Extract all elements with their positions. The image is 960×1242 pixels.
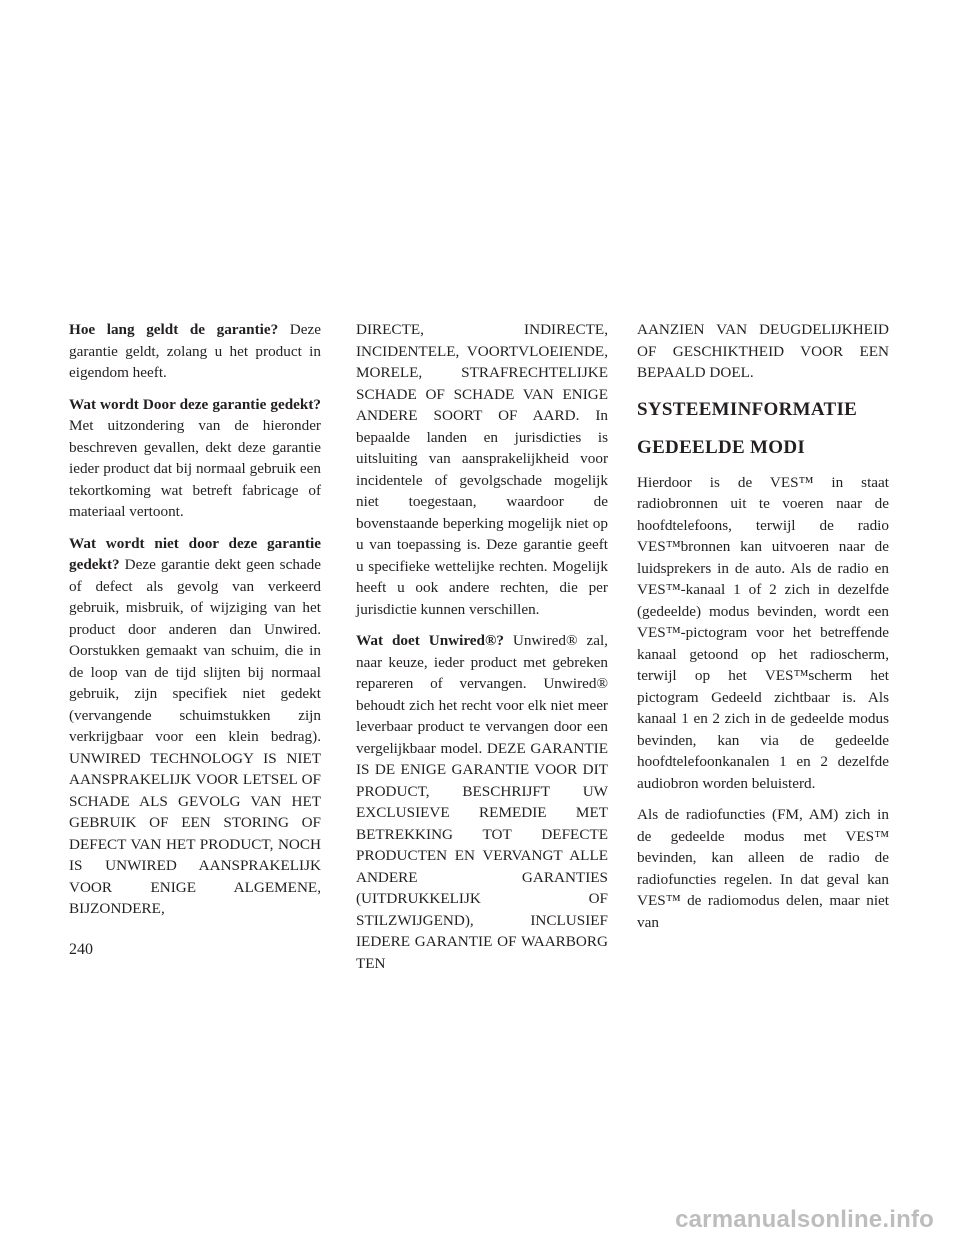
body-text: DIRECTE, INDIRECTE, INCIDENTELE, VOORTVLOEIENDE, MORELE, STRAFRECHTELIJKE SCHADE OF SCHADE VAN ENIGE ANDERE SOORT OF AARD. In bepaalde landen en jurisdicties is uitsluiting van aansprakelijkheid voor incidentele of gevolgschade mogelijk niet toegestaan, waardoor de bovenstaande beperking mogelijk niet op u van toepassing is. Deze garantie geeft u specifieke wettelijke rechten. Mogelijk heeft u ook andere rechten, die per jurisdictie kunnen verschillen.: [356, 321, 608, 618]
section-heading-system-info: SYSTEEMINFORMATIE: [637, 398, 858, 420]
paragraph-duration: [69, 319, 321, 384]
text-column-1: [69, 319, 321, 920]
paragraph-fitness: [637, 319, 889, 384]
body-text: Als de radiofuncties (FM, AM) zich in de gedeelde modus met VES™ bevinden, kan alleen de radio de radiofuncties regelen. In dat geval kan VES™ de radiomodus delen, maar niet van: [637, 806, 889, 931]
paragraph-coverage: [69, 394, 321, 523]
question-heading: Wat doet Unwired®?: [356, 632, 504, 649]
question-heading: Wat wordt Door deze garantie gedekt?: [69, 395, 321, 413]
section-heading-shared-modes: GEDEELDE MODI: [637, 436, 806, 458]
paragraph-exclusions: [69, 533, 321, 920]
text-column-2: [356, 319, 608, 974]
answer-text: Deze garantie dekt geen schade of defect als gevolg van verkeerd gebruik, misbruik, of wijziging van het product door anderen dan Unwired. Oorstukken gemaakt van schuim, die in de loop van de tijd slijten bij normaal gebruik, zijn specifiek niet gedekt (vervangende schuimstukken zijn verkrijgbaar voor een klein bedrag). UNWIRED TECHNOLOGY IS NIET AANSPRAKELIJK VOOR LETSEL OF SCHADE ALS GEVOLG VAN HET GEBRUIK OF EEN STORING OF DEFECT VAN HET PRODUCT, NOCH IS UNWIRED AANSPRAKELIJK VOOR ENIGE ALGEMENE, BIJZONDERE,: [69, 556, 321, 917]
question-heading: Hoe lang geldt de garantie?: [69, 321, 279, 338]
text-column-3: [637, 319, 889, 933]
paragraph-unwired-actions: [356, 630, 608, 974]
paragraph-radio-functions: [637, 804, 889, 933]
paragraph-liability: [356, 319, 608, 620]
body-text: Hierdoor is de VES™ in staat radiobronnen uit te voeren naar de hoofdtelefoons, terwijl de radio VES™bronnen kan uitvoeren naar de luidsprekers in de auto. Als de radio en VES™-kanaal 1 of 2 zich in dezelfde (gedeelde) modus bevinden, wordt een VES™-pictogram voor het betreffende kanaal getoond op het radioscherm, terwijl op het VES™scherm het pictogram Gedeeld zichtbaar is. Als kanaal 1 en 2 zich in de gedeelde modus bevinden, kan via de gedeelde hoofdtelefoonkanalen 1 en 2 dezelfde audiobron worden beluisterd.: [637, 473, 889, 792]
page-number: 240: [69, 941, 93, 958]
paragraph-shared-modes: [637, 472, 889, 795]
answer-text: Met uitzondering van de hieronder beschreven gevallen, dekt deze garantie ieder product dat bij normaal gebruik een tekortkoming wat betreft fabricage of materiaal vertoont.: [69, 417, 321, 520]
body-text: AANZIEN VAN DEUGDELIJKHEID OF GESCHIKTHEID VOOR EEN BEPAALD DOEL.: [637, 321, 889, 381]
watermark: carmanualsonline.info: [675, 1206, 934, 1233]
question-heading: Wat wordt niet door deze garantie gedekt?: [69, 534, 321, 573]
answer-text: Deze garantie geldt, zolang u het product in eigendom heeft.: [69, 321, 321, 381]
answer-text: Unwired® zal, naar keuze, ieder product met gebreken repareren of vervangen. Unwired® behoudt zich het recht voor elk niet meer leverbaar product te vervangen door een vergelijkbaar model. DEZE GARANTIE IS DE ENIGE GARANTIE VOOR DIT PRODUCT, BESCHRIJFT UW EXCLUSIEVE REMEDIE MET BETREKKING TOT DEFECTE PRODUCTEN EN VERVANGT ALLE ANDERE GARANTIES (UITDRUKKELIJK OF STILZWIJGEND), INCLUSIEF IEDERE GARANTIE OF WAARBORG TEN: [356, 632, 608, 972]
